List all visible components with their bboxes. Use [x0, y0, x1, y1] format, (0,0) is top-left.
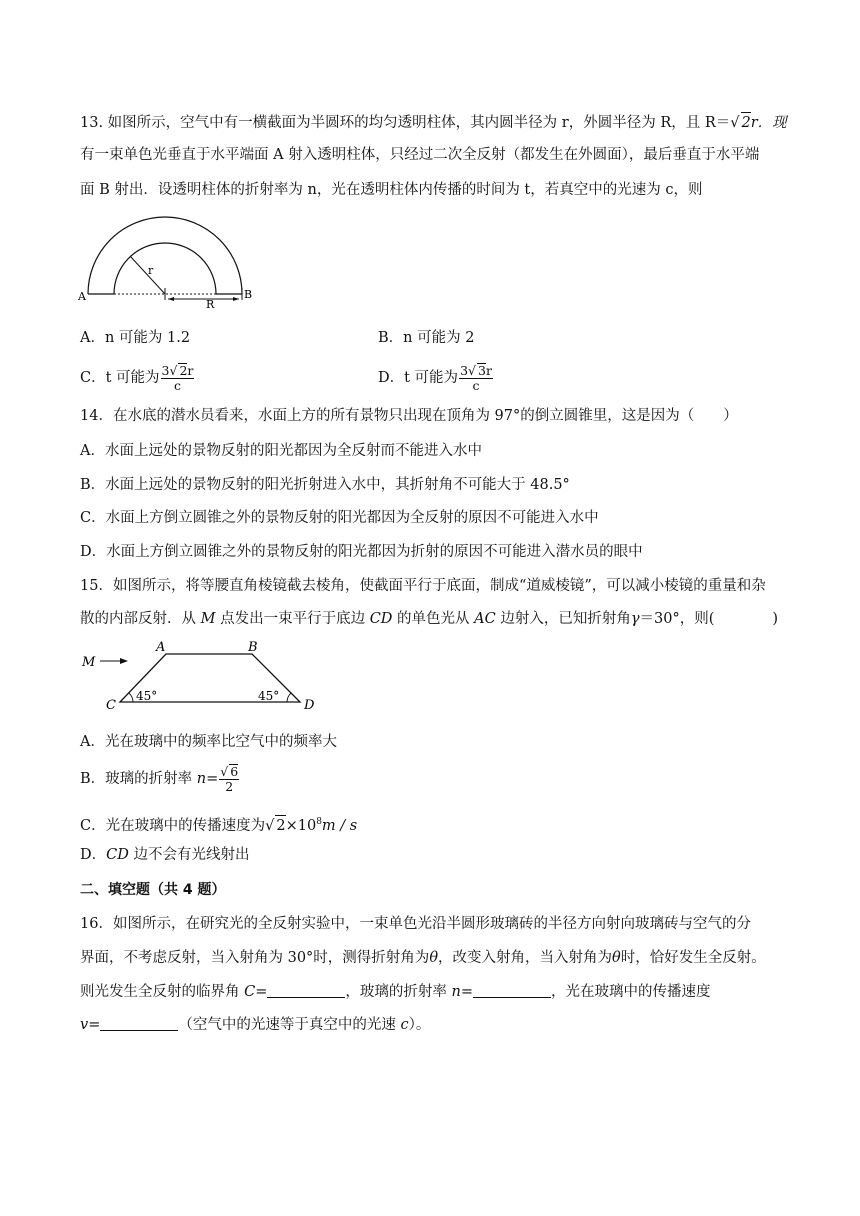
- q13-option-d-rad: 3: [477, 363, 486, 378]
- q13-line1: [80, 112, 787, 133]
- q16-blank-refractive-index[interactable]: [473, 983, 551, 998]
- q15-option-b-n: n: [196, 771, 207, 787]
- q16-line2: [80, 948, 766, 968]
- q15-label-D: D: [304, 698, 315, 713]
- q15-angle-arc-d: [287, 693, 291, 702]
- q15-label-A: A: [156, 640, 166, 655]
- q14-option-c: C．水面上方倒立圆锥之外的景物反射的阳光都因为全反射的原因不可能进入水中: [80, 510, 599, 526]
- q15-line1: 15．如图所示，将等腰直角棱镜截去棱角，使截面平行于底面，制成“道威棱镜”，可以减小棱镜的重量和杂: [80, 578, 766, 594]
- q15-label-M: M: [82, 655, 96, 670]
- q13-option-c-den: c: [173, 378, 181, 393]
- q15-option-b-den: 2: [225, 779, 234, 794]
- q15-option-c-mid: ×10: [285, 817, 317, 834]
- q15-option-c-unit: m / s: [321, 817, 358, 834]
- q13-option-c-text: C．t 可能为: [80, 370, 160, 386]
- q15-option-d-text: 边不会有光线射出: [128, 847, 250, 863]
- q13-option-c-fraction: $\frac{3√ 2r}{c}$: [161, 363, 194, 393]
- q16-line4: [80, 1015, 430, 1035]
- q15-text-CD: CD: [369, 611, 393, 627]
- q16-text-2c: 时，恰好发生全反射。: [620, 950, 766, 966]
- q13-option-d: [378, 362, 493, 394]
- q15-text-M: M: [200, 611, 216, 627]
- q13-option-d-text: D．t 可能为: [378, 370, 459, 386]
- q13-line3: 面 B 射出．设透明柱体的折射率为 n，光在透明柱体内传播的时间为 t，若真空中的光速为 c，则: [80, 182, 703, 198]
- q13-label-B: B: [244, 288, 253, 301]
- q15-dove-prism-figure: [78, 638, 328, 714]
- q16-text-2b: ，改变入射角，当入射角为: [438, 950, 613, 966]
- q13-line2: 有一束单色光垂直于水平端面 A 射入透明柱体，只经过二次全反射（都发生在外圆面），最后垂直于水平端: [80, 147, 760, 163]
- q15-option-d-cd: CD: [106, 847, 129, 863]
- q16-theta-1: θ: [429, 950, 439, 966]
- q15-option-d: D．CD 边不会有光线射出: [80, 847, 250, 863]
- q15-text-2c: 的单色光从: [392, 611, 475, 627]
- q15-angle-c-label: 45°: [136, 689, 158, 703]
- q16-blank-critical-angle[interactable]: [267, 983, 345, 998]
- q16-text-2a: 界面，不考虑反射，当入射角为 30°时，测得折射角为: [80, 950, 430, 966]
- section-2-title: 二、填空题（共 4 题）: [80, 882, 226, 898]
- q16-symbol-c: c: [400, 1017, 409, 1033]
- q13-R-arrow-right: [233, 297, 239, 301]
- q13-semicircle-figure: [78, 212, 258, 310]
- q16-theta-2: θ: [612, 950, 621, 966]
- q13-option-c-rad: 2: [179, 363, 188, 378]
- q14-option-d: D．水面上方倒立圆锥之外的景物反射的阳光都因为折射的原因不可能进入潜水员的眼中: [80, 544, 643, 560]
- q15-option-b-fraction: $\frac{√ 6}{2}$: [220, 764, 239, 794]
- q13-option-b: B．n 可能为 2: [378, 330, 475, 346]
- q13-option-c: [80, 362, 194, 394]
- q15-line2: [80, 609, 778, 629]
- q15-text-2d: 边射入，已知折射角: [495, 611, 631, 627]
- q15-option-b-eq: =: [206, 771, 219, 787]
- q13-label-R: R: [206, 298, 215, 310]
- q14-option-a: A．水面上远处的景物反射的阳光都因为全反射而不能进入水中: [80, 443, 482, 459]
- q13-R-arrow-left: [168, 297, 174, 301]
- q13-option-d-tail: r: [485, 363, 492, 378]
- q15-angle-d-label: 45°: [258, 689, 280, 703]
- q15-option-b: [80, 762, 239, 796]
- q15-ray-arrowhead: [120, 658, 128, 664]
- q15-option-c: C．光在玻璃中的传播速度为√ $2\times 10^8m / s$: [80, 812, 357, 836]
- q13-outer-arc: [88, 217, 242, 294]
- q16-text-3b: =: [255, 984, 268, 1000]
- q16-text-3d: =: [460, 984, 473, 1000]
- q15-text-2e: ＝30°，则( ): [639, 611, 779, 627]
- q13-option-a: A．n 可能为 1.2: [80, 330, 191, 346]
- q16-line3: [80, 982, 710, 1002]
- q16-text-4b: （空气中的光速等于真空中的光速: [178, 1017, 401, 1033]
- q15-option-b-num: 6: [230, 764, 239, 779]
- q16-symbol-v: v: [80, 1017, 89, 1033]
- q16-blank-speed[interactable]: [100, 1016, 178, 1031]
- q13-text-1b: r．现: [750, 115, 787, 131]
- q16-text-4a: =: [88, 1017, 101, 1033]
- q14-stem: 14．在水底的潜水员看来，水面上方的所有景物只出现在顶角为 97°的倒立圆锥里，这是因为（ ）: [80, 408, 738, 424]
- q13-sqrt-expr: √ 2: [730, 115, 750, 131]
- q15-text-AC: AC: [474, 611, 496, 627]
- q16-text-4c: ）。: [408, 1017, 431, 1033]
- q15-angle-arc-c: [129, 693, 133, 702]
- q16-text-3a: 则光发生全反射的临界角: [80, 984, 245, 1000]
- q13-inner-arc: [114, 243, 216, 294]
- q15-text-2a: 散的内部反射．从: [80, 611, 201, 627]
- q16-symbol-C: C: [244, 984, 256, 1000]
- q15-label-B: B: [248, 640, 258, 655]
- q13-option-d-den: c: [472, 378, 480, 393]
- q16-text-3e: ，光在玻璃中的传播速度: [550, 984, 711, 1000]
- q15-option-b-text: B．玻璃的折射率: [80, 771, 197, 787]
- q15-option-c-rad: 2: [275, 815, 285, 836]
- q13-option-c-tail: r: [187, 363, 194, 378]
- q14-option-b: B．水面上远处的景物反射的阳光折射进入水中，其折射角不可能大于 48.5°: [80, 477, 570, 493]
- q15-text-gamma: γ: [630, 611, 640, 627]
- q15-label-C: C: [106, 698, 116, 713]
- q16-text-3c: ，玻璃的折射率: [345, 984, 452, 1000]
- q13-option-d-coef: 3: [460, 363, 469, 378]
- q13-option-d-fraction: $\frac{3√ 3r}{c}$: [460, 363, 492, 393]
- q16-symbol-n: n: [451, 984, 461, 1000]
- q16-line1: 16．如图所示，在研究光的全反射实验中，一束单色光沿半圆形玻璃砖的半径方向射向玻璃砖与空气的分: [80, 916, 751, 932]
- q13-sqrt-radicand: 2: [741, 112, 751, 133]
- q15-option-a: A．光在玻璃中的频率比空气中的频率大: [80, 734, 337, 750]
- q13-label-r: r: [148, 264, 154, 277]
- q15-option-c-text: C．光在玻璃中的传播速度为: [80, 817, 266, 834]
- q13-option-c-coef: 3: [161, 363, 170, 378]
- q13-text-1a: 13. 如图所示，空气中有一横截面为半圆环的均匀透明柱体，其内圆半径为 r，外圆半径为 R，且 R＝: [80, 115, 731, 131]
- q15-option-c-exp: 8: [316, 817, 322, 827]
- q13-label-A: A: [78, 290, 86, 303]
- q15-text-2b: 点发出一束平行于底边: [215, 611, 370, 627]
